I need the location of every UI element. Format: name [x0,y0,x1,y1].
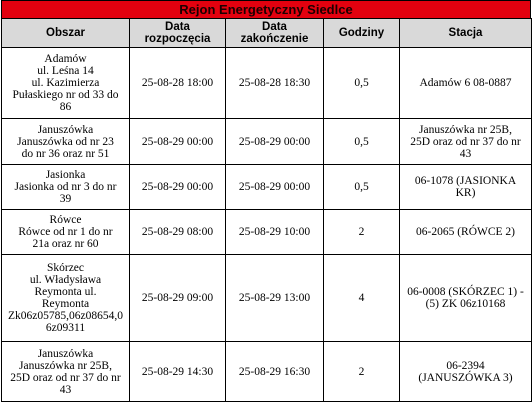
area-cell: Jasionka Jasionka od nr 3 do nr 39 [2,165,130,210]
outage-schedule [1,0,531,402]
area-cell: Januszówka Januszówka nr 25B, 25D oraz od nr 37 do nr 43 [2,342,130,402]
area-cell: Adamów ul. Leśna 14 ul. Kazimierza Pułaskiego nr od 33 do 86 [2,48,130,119]
column-header-start: Data rozpoczęcia [130,19,226,48]
hours-cell: 4 [324,255,400,342]
area-cell: Skórzec ul. Władysława Reymonta ul. Reymonta Zk06z05785,06z08654,0 6z09311 [2,255,130,342]
area-cell: Januszówka Januszówka od nr 23 do nr 36 oraz nr 51 [2,119,130,165]
station-cell: Adamów 6 08-0887 [400,48,532,119]
column-header-hours: Godziny [324,19,400,48]
end-cell: 25-08-29 10:00 [226,210,324,255]
table-row [2,165,532,210]
region-title: Rejon Energetyczny Siedlce [1,0,531,18]
header-row [2,19,532,48]
column-header-station: Stacja [400,19,532,48]
station-cell: 06-2065 (RÓWCE 2) [400,210,532,255]
table-row [2,210,532,255]
station-cell: 06-0008 (SKÓRZEC 1) - (5) ZK 06z10168 [400,255,532,342]
table-row [2,119,532,165]
area-cell: Rówce Rówce od nr 1 do nr 21a oraz nr 60 [2,210,130,255]
station-cell: Januszówka nr 25B, 25D oraz od nr 37 do nr 43 [400,119,532,165]
start-cell: 25-08-29 08:00 [130,210,226,255]
end-cell: 25-08-28 18:30 [226,48,324,119]
table-row [2,342,532,402]
hours-cell: 0,5 [324,165,400,210]
hours-cell: 0,5 [324,119,400,165]
end-cell: 25-08-29 00:00 [226,165,324,210]
column-header-end: Data zakończenie [226,19,324,48]
hours-cell: 2 [324,342,400,402]
table-row [2,255,532,342]
end-cell: 25-08-29 16:30 [226,342,324,402]
station-cell: 06-2394 (JANUSZÓWKA 3) [400,342,532,402]
end-cell: 25-08-29 13:00 [226,255,324,342]
end-cell: 25-08-29 00:00 [226,119,324,165]
table-row [2,48,532,119]
start-cell: 25-08-29 14:30 [130,342,226,402]
hours-cell: 0,5 [324,48,400,119]
start-cell: 25-08-29 00:00 [130,165,226,210]
station-cell: 06-1078 (JASIONKA KR) [400,165,532,210]
hours-cell: 2 [324,210,400,255]
start-cell: 25-08-29 00:00 [130,119,226,165]
start-cell: 25-08-29 09:00 [130,255,226,342]
outage-table [1,18,532,402]
start-cell: 25-08-28 18:00 [130,48,226,119]
column-header-area: Obszar [2,19,130,48]
